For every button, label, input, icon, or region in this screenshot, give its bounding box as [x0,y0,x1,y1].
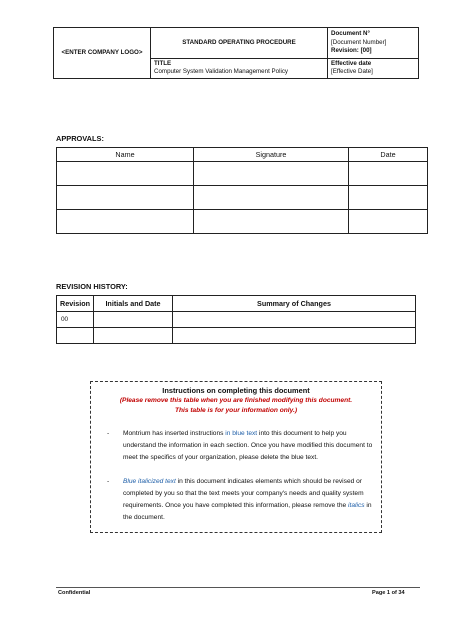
blue-text-example: in blue text [225,430,258,437]
title-value: Computer System Validation Management Policy [154,68,289,75]
revision-cell: 00 [57,312,94,328]
footer-page-number: Page 1 of 34 [372,590,405,596]
table-row [57,210,428,234]
instructions-box [90,381,382,533]
table-row [57,312,416,328]
title-cell [151,58,328,78]
instructions-note-line2: This table is for your information only.) [174,407,298,414]
approvals-col-date: Date [349,148,428,162]
bullet-dash: - [107,478,110,485]
company-logo-placeholder: <ENTER COMPANY LOGO> [54,28,151,79]
bullet-dash: - [107,430,110,437]
revision-history-heading: REVISION HISTORY: [56,282,128,291]
effective-date-cell [328,58,419,78]
table-row [57,328,416,344]
blue-italic-text-example: Blue italicized text [123,478,176,485]
revision-col-revision: Revision [57,296,94,312]
instructions-paragraph-1: - Montrium has inserted instructions in blue text into this document to help you understand the information in each section. Once you have modified this document to meet the specifics of your organization, please delete the blue text. [107,430,373,461]
footer-divider [56,587,420,588]
instructions-title: Instructions on completing this document [162,386,310,395]
document-number-label: Document N° [331,30,370,37]
document-header-table [53,27,419,79]
revision-history-table [56,295,416,344]
approvals-heading: APPROVALS: [56,134,104,143]
effective-date-label: Effective date [331,59,372,67]
revision-col-initials: Initials and Date [94,296,173,312]
approvals-table [56,147,428,234]
sop-title: STANDARD OPERATING PROCEDURE [151,28,328,59]
effective-date-value: [Effective Date] [331,68,373,75]
approvals-col-name: Name [57,148,194,162]
table-row [57,186,428,210]
revision-label: Revision: [00] [331,47,372,54]
italics-example: italics [348,502,365,509]
instructions-paragraph-2: - Blue italicized text in this document indicates elements which should be revised or completed by you so that the text meets your company's needs and quality system requirements. Once you have completed this information, please remove the italics in the document. [107,478,372,521]
document-number-value: [Document Number] [331,38,387,46]
footer-confidential: Confidential [58,590,91,596]
revision-col-summary: Summary of Changes [173,296,416,312]
approvals-col-signature: Signature [194,148,349,162]
document-number-cell [328,28,419,59]
instructions-note-line1: (Please remove this table when you are finished modifying this document. [119,397,353,404]
table-row [57,162,428,186]
title-label: TITLE [154,59,172,67]
